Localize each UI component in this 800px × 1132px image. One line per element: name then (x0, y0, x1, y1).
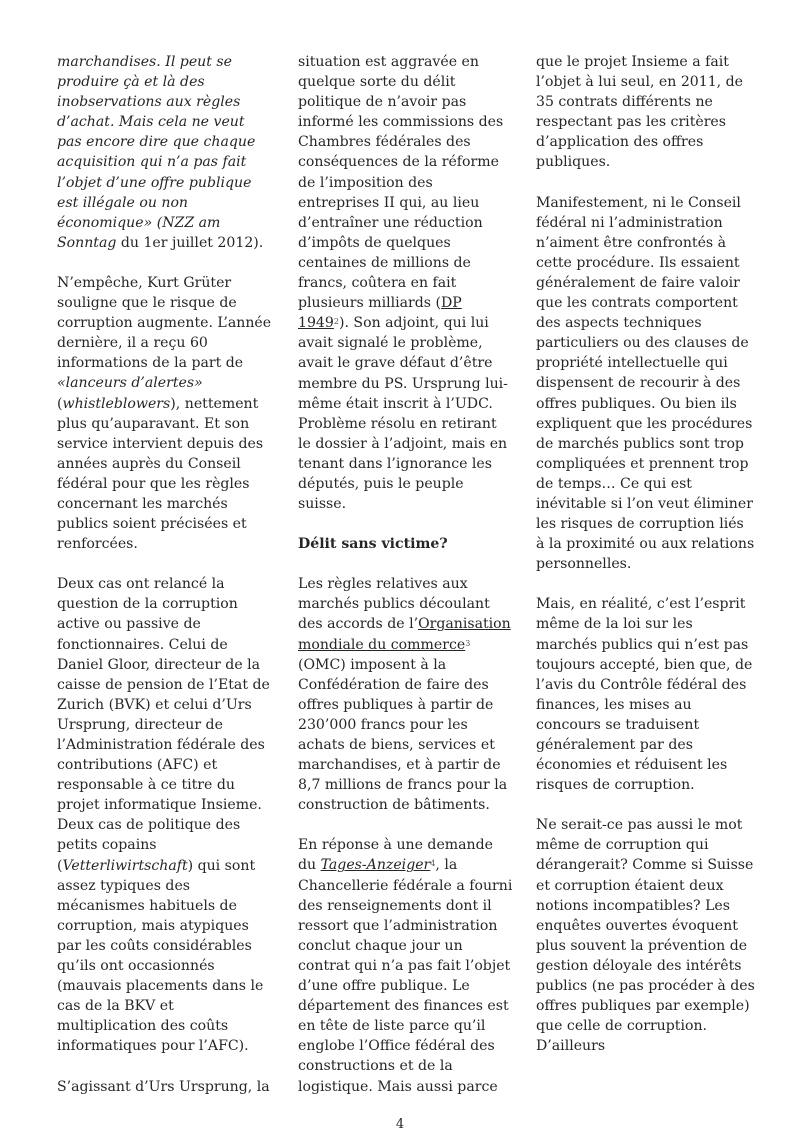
column-3 (536, 52, 756, 1076)
paragraph-gruter (57, 273, 272, 554)
paragraph-mot-corruption: Ne serait-ce pas aussi le mot même de corruption qui dérangerait? Comme si Suisse et corruption étaient deux notions incompatibles? Les enquêtes ouvertes évoquent plus souvent la prévention de gestion déloyale des intérêts publics (ne pas procéder à des offres publiques par exemple) que celle de corruption. D’ailleurs (536, 817, 755, 1055)
text-run: situation est aggravée en quelque sorte du délit politique de n’avoir pas informé les commissions des Chambres fédérales des conséquences de la réforme de l’imposition des entreprises II qui, au lieu d’entraîner une réduction d’impôts de quelques centaines de millions de francs, coûtera en fait plusieurs milliards ( (298, 54, 504, 312)
text-run: ), nettement plus qu’auparavant. Et son service intervient depuis des années auprès du Conseil fédéral pour que les règles concernant les marchés publics soient précisées et renforcées. (57, 395, 264, 553)
text-run: (OMC) imposent à la Confédération de faire des offres publiques à partir de 230’000 francs pour les achats de biens, services et marchandises, et à partir de 8,7 millions de francs pour la construction de bâtiments. (298, 656, 508, 814)
paragraph-insieme: que le projet Insieme a fait l’objet à lui seul, en 2011, de 35 contrats différents ne respectant pas les critères d’application des offres publiques. (536, 54, 744, 171)
text-run: Deux cas ont relancé la question de la corruption active ou passive de fonctionnaires. Celui de Daniel Gloor, directeur de la caisse de pension de l’Etat de Zurich (BVK) et celui d’Urs Ursprung, directeur de l’Administration fédérale des contributions (AFC) et responsable à ce titre du projet informatique Insieme. Deux cas de politique des petits copains ( (57, 576, 270, 874)
quote-text: marchandises. Il peut se produire çà et là des inobservations aux règles d’achat. Mais cela ne veut pas encore dire que chaque acquisition qui n’a pas fait l’objet d’une offre publique est illégale ou non économique» ( (57, 54, 256, 231)
paragraph-manifestement: Manifestement, ni le Conseil fédéral ni l’administration n’aiment être confrontés à cette procédure. Ils essaient généralement de faire valoir que les contrats comportent des aspects techniques particuliers ou des clauses de propriété intellectuelle qui dispensent de recourir à des offres publiques. Ou bien ils expliquent que les procédures de marchés publics sont trop compliquées et prennent trop de temps… Ce qui est inévitable si l’on veut éliminer les risques de corruption liés à la proximité ou aux relations personnelles. (536, 194, 755, 573)
footnote-marker: 3 (465, 638, 471, 648)
source-name: NZZ am Sonntag (57, 214, 221, 251)
link-dp-1949[interactable]: DP 1949 (298, 295, 462, 332)
paragraph-en-realite: Mais, en réalité, c’est l’esprit même de la loi sur les marchés publics qui n’est pas toujours accepté, bien que, de l’avis du Contrôle fédéral des finances, les mises au concours se traduisent généralement par des économies et réduisent les risques de corruption. (536, 596, 753, 794)
paragraph-tages-anzeiger (298, 835, 513, 1096)
text-run: Les règles relatives aux marchés publics découlant des accords de l’ (298, 576, 490, 633)
text-run: ). Son adjoint, qui lui avait signalé le problème, avait le grave défaut d’être membre du PS. Ursprung lui-même était inscrit à l’UDC. Problème résolu en retirant le dossier à l’adjoint, mais en tenant dans l’ignorance les députés, puis le peuple suisse. (298, 315, 508, 513)
link-omc[interactable]: Organisation mondiale du commerce (298, 616, 511, 653)
page-number: 4 (395, 1117, 405, 1132)
paragraph-regles-omc (298, 574, 513, 815)
section-heading: Délit sans victime? (298, 536, 448, 553)
column-2 (298, 52, 513, 1117)
column-1 (57, 52, 272, 1117)
paragraph-deux-cas (57, 574, 272, 1056)
text-run: N’empêche, Kurt Grüter souligne que le risque de corruption augmente. L’année dernière, il a reçu 60 informations de la part de (57, 274, 272, 372)
paragraph-quote-end (57, 52, 272, 253)
source-date: du 1er juillet 2012). (116, 234, 264, 251)
text-run: ( (57, 395, 63, 412)
footnote-marker: 2 (333, 317, 339, 327)
paragraph-ursprung-start: S’agissant d’Urs Ursprung, la (57, 1078, 270, 1095)
text-run: , la Chancellerie fédérale a fourni des renseignements dont il ressort que l’administration conclut chaque jour un contrat qui n’a pas fait l’objet d’une offre publique. Le département des finances est en tête de liste parce qu’il englobe l’Office fédéral des constructions et de la logistique. Mais aussi parce (298, 857, 513, 1095)
term-lanceurs: «lanceurs d’alertes» (57, 375, 203, 392)
term-vetterliwirtschaft: Vetterliwirtschaft (62, 857, 188, 874)
paragraph-situation (298, 52, 513, 514)
text-run: En réponse à une demande du (298, 837, 493, 874)
term-whistleblowers: whistleblowers (62, 395, 171, 412)
footnote-marker: 4 (430, 859, 436, 869)
link-tages-anzeiger[interactable]: Tages-Anzeiger (320, 857, 431, 874)
text-run: ) qui sont assez typiques des mécanismes habituels de corruption, mais atypiques par les coûts considérables qu’ils ont occasionnés (mauvais placements dans le cas de la BKV et multiplication des coûts informatiques pour l’AFC). (57, 857, 264, 1055)
